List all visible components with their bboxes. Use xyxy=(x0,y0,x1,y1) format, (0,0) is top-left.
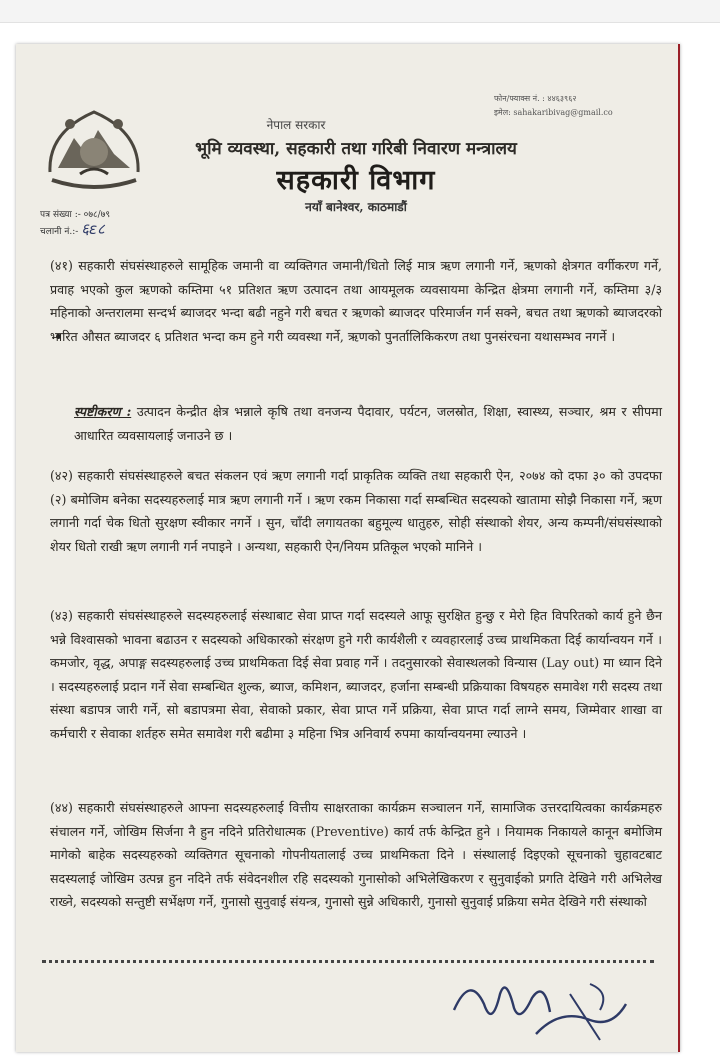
contact-block xyxy=(494,92,613,120)
dispatch-number: ६ε८ xyxy=(81,220,105,238)
paragraph-43: (४३) सहकारी संघसंस्थाहरुले सदस्यहरुलाई संस्थाबाट सेवा प्राप्त गर्दा सदस्यले आफू सुरक्षित हुन्छु र मेरो हित विपरितको कार्य हुने छैन भन्ने विश्वासको भावना बढाउन र सदस्यको अधिकारको संरक्षण हुने गरी कार्यशैली र व्यवहारलाई उच्च प्राथमिकता दिई कार्यान्वयन गर्ने । कमजोर, वृद्ध, अपाङ्ग सदस्यहरुलाई उच्च प्राथमिकता दिई सेवा प्रवाह गर्ने । तदनुसारको सेवास्थलको विन्यास (Lay out) मा ध्यान दिने । सदस्यहरुलाई प्रदान गर्ने सेवा सम्बन्धित शुल्क, ब्याज, कमिशन, ब्याजदर, हर्जाना सम्बन्धी प्रक्रियाका विषयहरु समावेश गरी सदस्य तथा संस्था बडापत्र जारी गर्ने, सो बडापत्रमा सेवा, सेवाको प्रकार, सेवा प्राप्त गर्ने प्रक्रिया, सेवा प्राप्त गर्दा लाग्ने समय, जिम्मेवार शाखा वा कर्मचारी र सेवाका शर्तहरु समेत समावेश गरी बढीमा ३ महिना भित्र अनिवार्य रुपमा कार्यान्वयनमा ल्याउने । xyxy=(50,608,662,741)
document-page xyxy=(16,44,680,1052)
clarification-label: स्पष्टीकरण : xyxy=(74,404,132,419)
phone-fax: फोन/फ्याक्स नं. : ४४६३९६२ xyxy=(494,94,577,103)
paragraph-44: (४४) सहकारी संघसंस्थाहरुले आफ्ना सदस्यहरुलाई वित्तीय साक्षरताका कार्यक्रम सञ्चालन गर्ने, सामाजिक उत्तरदायित्वका कार्यक्रमहरु संचालन गर्ने, जोखिम सिर्जना नै हुन नदिने प्रतिरोधात्मक (Preventive) कार्य तर्फ केन्द्रित हुने । नियामक निकायले कानून बमोजिम मागेको बाहेक सदस्यहरुको व्यक्तिगत सूचनाको गोपनीयतालाई उच्च प्राथमिकता दिने । संस्थालाई दिइएको सूचनाको चुहावटबाट सदस्यलाई जोखिम उत्पन्न हुन नदिने तर्फ संवेदनशील रहि सदस्यको गुनासोको अभिलेखिकरण र सुनुवाईको प्रगति देखिने गरी अभिलेख राख्ने, सदस्यको सन्तुष्टी सर्भेक्षण गर्ने, गुनासो सुनुवाई संयन्त्र, गुनासो सुन्ने अधिकारी, गुनासो सुनुवाई प्रक्रिया समेत देखिने गरी संस्थाको xyxy=(50,800,662,909)
handwritten-signature xyxy=(440,964,640,1052)
dispatch-number-row xyxy=(40,222,110,239)
page-edge xyxy=(678,44,680,1052)
nepal-emblem-icon xyxy=(40,102,148,198)
paragraph-41: (४१) सहकारी संघसंस्थाहरुले सामूहिक जमानी वा व्यक्तिगत जमानी/धितो लिई मात्र ऋण लगानी गर्ने, ऋणको क्षेत्रगत वर्गीकरण गर्ने, प्रवाह भएको कुल ऋणको कम्तिमा ५१ प्रतिशत ऋण उत्पादन तथा आयमूलक व्यवसायमा केन्द्रित क्षेत्रमा लगानी गर्ने, कम्तिमा ३/३ महिनाको अन्तरालमा सन्दर्भ ब्याजदर भन्दा बढी नहुने गरी बचत र ऋणको ब्याजदर परिमार्जन गर्न सक्ने, बचत तथा ऋणको ब्याजदरको भारित औसत ब्याजदर ६ प्रतिशत भन्दा कम हुने गरी व्यवस्था गर्ने, ऋणको पुनर्तालिकिकरण तथा पुनसंरचना यथासम्भव नगर्ने । xyxy=(50,258,662,344)
letter-number: पत्र संख्या :- ०७८/७९ xyxy=(40,210,111,220)
department-name: सहकारी विभाग xyxy=(276,165,436,196)
email: इमेल: sahakaribivag@gmail.co xyxy=(494,108,613,117)
clarification-text: उत्पादन केन्द्रीत क्षेत्र भन्नाले कृषि तथा वनजन्य पैदावार, पर्यटन, जलस्रोत, शिक्षा, स्वास्थ्य, सञ्चार, श्रम र सीपमा आधारित व्यवसायलाई जनाउने छ । xyxy=(74,404,662,443)
government-name: नेपाल सरकार xyxy=(266,118,326,132)
dotted-divider xyxy=(42,960,654,963)
paragraph-42: (४२) सहकारी संघसंस्थाहरुले बचत संकलन एवं ऋण लगानी गर्दा प्राकृतिक व्यक्ति तथा सहकारी ऐन, २०७४ को दफा ३० को उपदफा (२) बमोजिम बनेका सदस्यहरुलाई मात्र ऋण लगानी गर्ने । ऋण रकम निकासा गर्दा सम्बन्धित सदस्यको खातामा सोझै निकासा गर्ने, ऋण लगानी गर्दा चेक धितो सुरक्षण स्वीकार नगर्ने । सुन, चाँदी लगायतका बहुमूल्य धातुहरु, सोही संस्थाको शेयर, अन्य कम्पनी/संघसंस्थाको शेयर धितो राखी ऋण लगानी गर्न नपाइने । अन्यथा, सहकारी ऐन/नियम प्रतिकूल भएको मानिने । xyxy=(50,468,662,554)
office-address: नयाँ बानेश्वर, काठमाडौं xyxy=(305,200,407,214)
dispatch-label: चलानी नं.:- xyxy=(40,227,79,237)
top-bar xyxy=(0,0,720,23)
clarification-paragraph xyxy=(74,400,662,447)
ministry-name: भूमि व्यवस्था, सहकारी तथा गरिबी निवारण मन्त्रालय xyxy=(195,139,517,159)
reference-block xyxy=(40,208,110,239)
